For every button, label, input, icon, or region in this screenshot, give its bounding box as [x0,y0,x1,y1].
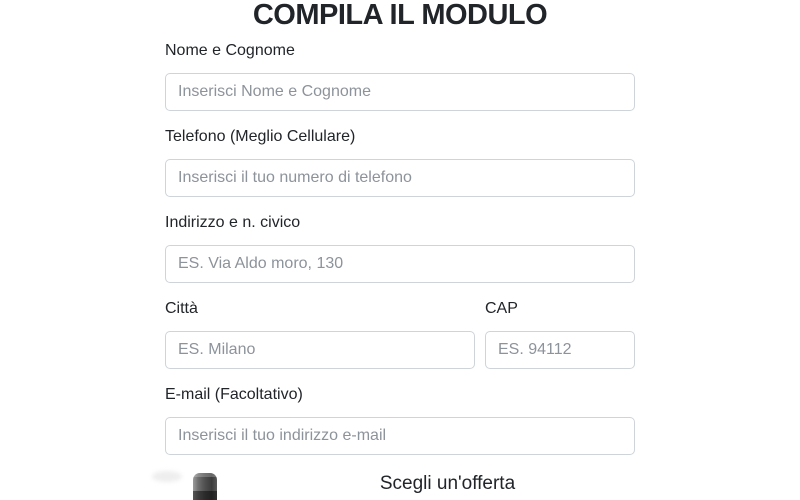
product-bottle-image [193,473,217,500]
name-field-group [165,41,635,111]
cap-label: CAP [485,300,518,317]
address-label: Indirizzo e n. civico [165,214,301,231]
phone-label: Telefono (Meglio Cellulare) [165,128,356,145]
city-input[interactable] [165,331,475,369]
name-label: Nome e Cognome [165,42,295,59]
cap-field-group [485,299,635,369]
form-page [165,0,635,500]
phone-input[interactable] [165,159,635,197]
phone-field-group [165,127,635,197]
city-cap-row [165,299,635,385]
product-photo-shadow [152,471,182,482]
email-label: E-mail (Facoltativo) [165,386,303,403]
product-image [150,471,260,500]
cap-input[interactable] [485,331,635,369]
address-input[interactable] [165,245,635,283]
city-field-group [165,299,475,369]
offer-section [165,471,635,500]
email-input[interactable] [165,417,635,455]
address-field-group [165,213,635,283]
name-input[interactable] [165,73,635,111]
lead-form [165,41,635,455]
email-field-group [165,385,635,455]
city-label: Città [165,300,198,317]
offer-heading: Scegli un'offerta [379,473,516,494]
page-title: COMPILA IL MODULO [252,0,548,31]
